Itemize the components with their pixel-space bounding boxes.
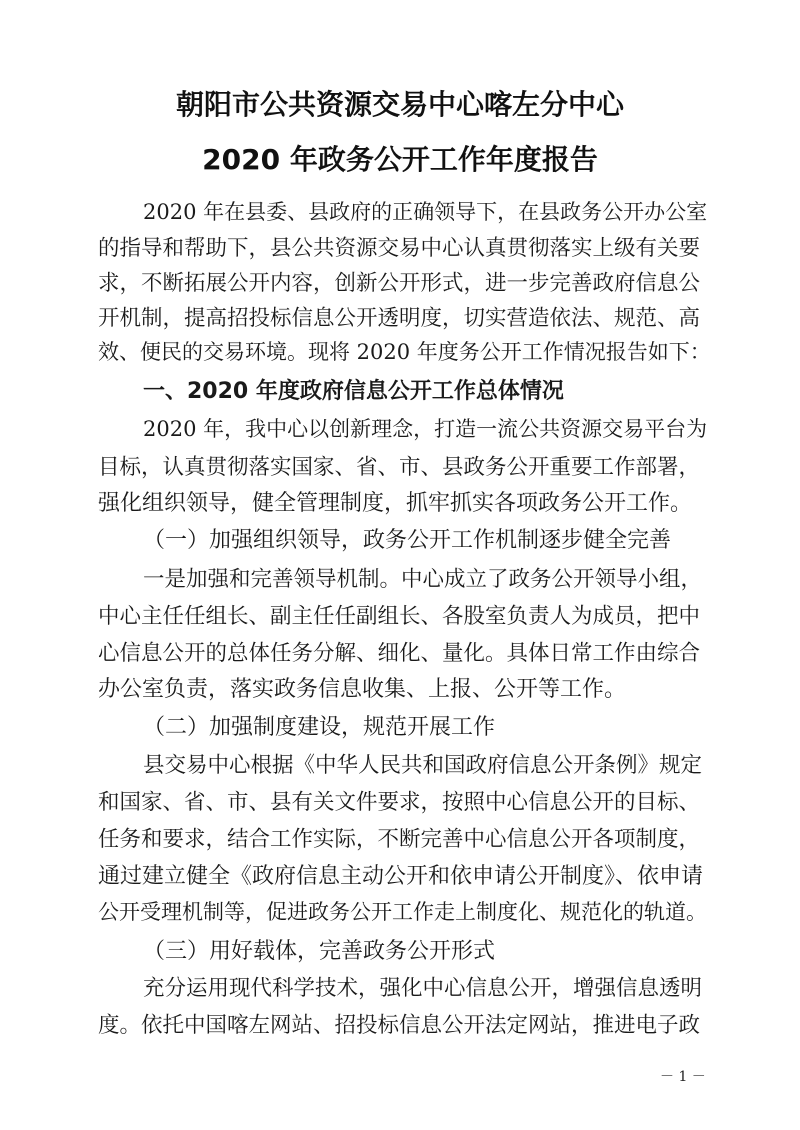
paragraph-line: 度。依托中国喀左网站、招投标信息公开法定网站，推进电子政 bbox=[98, 1013, 701, 1038]
page-number: － 1 － bbox=[660, 1069, 706, 1085]
paragraph-line: 的指导和帮助下，县公共资源交易中心认真贯彻落实上级有关要 bbox=[98, 236, 701, 261]
paragraph-line: 一是加强和完善领导机制。中心成立了政务公开领导小组， bbox=[143, 567, 703, 592]
subsection-heading: （二）加强制度建设，规范开展工作 bbox=[143, 715, 496, 740]
paragraph-line: 求，不断拓展公开内容，创新公开形式，进一步完善政府信息公 bbox=[98, 271, 701, 296]
document-title-line2: 2020 年政务公开工作年度报告 bbox=[202, 143, 598, 176]
paragraph-line: 2020 年，我中心以创新理念，打造一流公共资源交易平台为 bbox=[143, 417, 708, 441]
paragraph-line: 县交易中心根据《中华人民共和国政府信息公开条例》规定 bbox=[143, 753, 703, 778]
paragraph-line: 和国家、省、市、县有关文件要求，按照中心信息公开的目标、 bbox=[98, 790, 701, 815]
paragraph-line: 2020 年在县委、县政府的正确领导下，在县政务公开办公室 bbox=[143, 200, 708, 224]
section-heading: 一、2020 年度政府信息公开工作总体情况 bbox=[143, 379, 564, 404]
paragraph-line: 公开受理机制等，促进政务公开工作走上制度化、规范化的轨道。 bbox=[98, 900, 707, 924]
paragraph-line: 任务和要求，结合工作实际，不断完善中心信息公开各项制度， bbox=[98, 827, 701, 852]
document-title-line1: 朝阳市公共资源交易中心喀左分中心 bbox=[175, 88, 624, 121]
paragraph-line: 心信息公开的总体任务分解、细化、量化。具体日常工作由综合 bbox=[98, 641, 701, 666]
paragraph-line: 开机制，提高招投标信息公开透明度，切实营造依法、规范、高 bbox=[98, 306, 701, 331]
paragraph-line: 充分运用现代科学技术，强化中心信息公开，增强信息透明 bbox=[143, 976, 703, 1001]
paragraph-line: 办公室负责，落实政务信息收集、上报、公开等工作。 bbox=[98, 677, 627, 702]
subsection-heading: （三）用好载体，完善政务公开形式 bbox=[143, 939, 496, 964]
subsection-heading: （一）加强组织领导，政务公开工作机制逐步健全完善 bbox=[143, 528, 672, 553]
paragraph-line: 中心主任任组长、副主任任副组长、各股室负责人为成员，把中 bbox=[98, 604, 701, 629]
paragraph-line: 效、便民的交易环境。现将 2020 年度务公开工作情况报告如下： bbox=[98, 340, 711, 364]
paragraph-line: 目标，认真贯彻落实国家、省、市、县政务公开重要工作部署， bbox=[98, 455, 701, 480]
paragraph-line: 强化组织领导，健全管理制度，抓牢抓实各项政务公开工作。 bbox=[98, 491, 693, 516]
paragraph-line: 通过建立健全《政府信息主动公开和依申请公开制度》、依申请 bbox=[98, 864, 704, 889]
